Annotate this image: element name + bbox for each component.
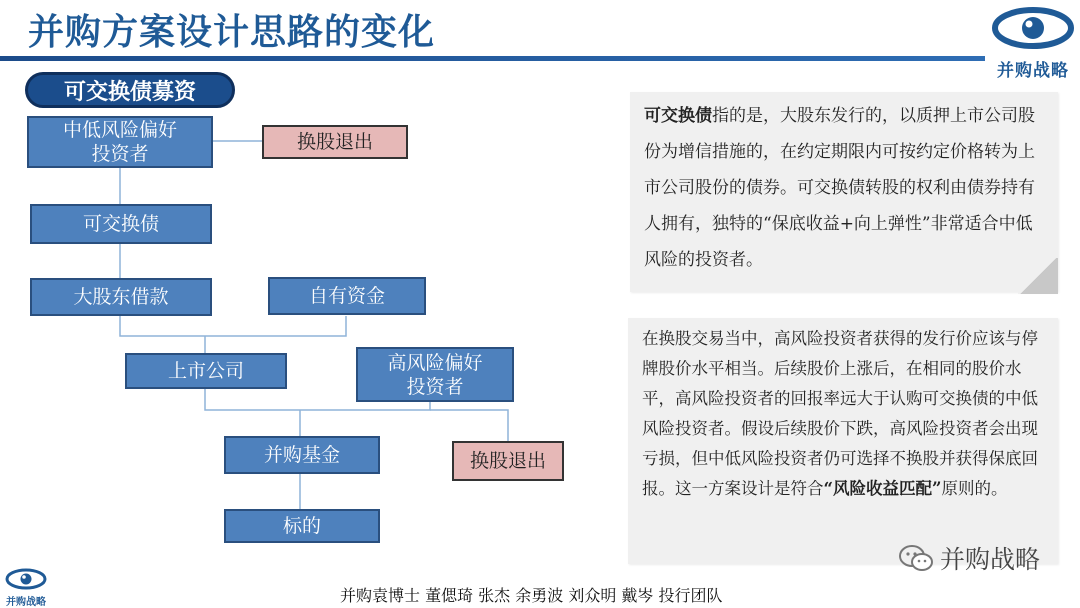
- footer-credits: 并购袁博士 董偲琦 张杰 余勇波 刘众明 戴岑 投行团队: [340, 586, 723, 605]
- note-text: 在换股交易当中，高风险投资者获得的发行价应该与停牌股价水平相当。后续股价上涨后，在相同的股价水平，高风险投资者的回报率远大于认购可交换债的中低风险投资者。假设后续股价下跌，高风险投资者会出现亏损，但中低风险投资者仍可选择不换股并获得保底回报。这一方案设计是符合: [642, 329, 1038, 498]
- eye-logo-icon: [4, 566, 48, 594]
- node-major-holder-loan: 大股东借款: [30, 278, 212, 316]
- page-title: 并购方案设计思路的变化: [28, 12, 436, 53]
- note-risk-return: [628, 318, 1058, 564]
- node-own-funds: 自有资金: [268, 277, 426, 315]
- footer-logo: [4, 566, 48, 606]
- note-bold-lead: 可交换债: [644, 106, 712, 126]
- node-label-line: 投资者: [406, 375, 464, 398]
- note-text: 指的是，大股东发行的，以质押上市公司股份为增信措施的，在约定期限内可按约定价格转为上市公司股份的债券。可交换债转股的权利由债券持有人拥有，独特的“保底收益+向上弹性”非常适合中低风险的投资者。: [644, 106, 1035, 270]
- note-tail: 原则的。: [941, 479, 1008, 498]
- footer-logo-text: 并购战略: [6, 597, 46, 608]
- brand-logo: [990, 4, 1076, 80]
- logo-text: 并购战略: [997, 61, 1069, 81]
- node-label-line: 投资者: [91, 143, 149, 165]
- watermark-text: 并购战略: [940, 545, 1041, 574]
- note-bold-phrase: “风险收益匹配”: [823, 479, 942, 498]
- node-listed-company: 上市公司: [125, 353, 287, 389]
- note-exchangeable-bond: [630, 92, 1058, 292]
- node-label-line: 高风险偏好: [387, 351, 483, 374]
- node-high-risk-investor: [356, 347, 514, 402]
- node-ma-fund: 并购基金: [224, 436, 380, 474]
- node-exit-top: 换股退出: [262, 125, 408, 159]
- node-exit-bottom: 换股退出: [452, 441, 564, 481]
- note-corner-fold: [1018, 258, 1058, 294]
- wechat-watermark: [898, 540, 1040, 576]
- node-exchangeable-bond: 可交换债: [30, 204, 212, 244]
- node-target: 标的: [224, 509, 380, 543]
- section-label: 可交换债募资: [25, 72, 235, 108]
- eye-logo-icon: [990, 4, 1076, 56]
- node-low-risk-investor: [27, 116, 213, 168]
- wechat-icon: [898, 543, 934, 573]
- node-label-line: 中低风险偏好: [62, 119, 177, 141]
